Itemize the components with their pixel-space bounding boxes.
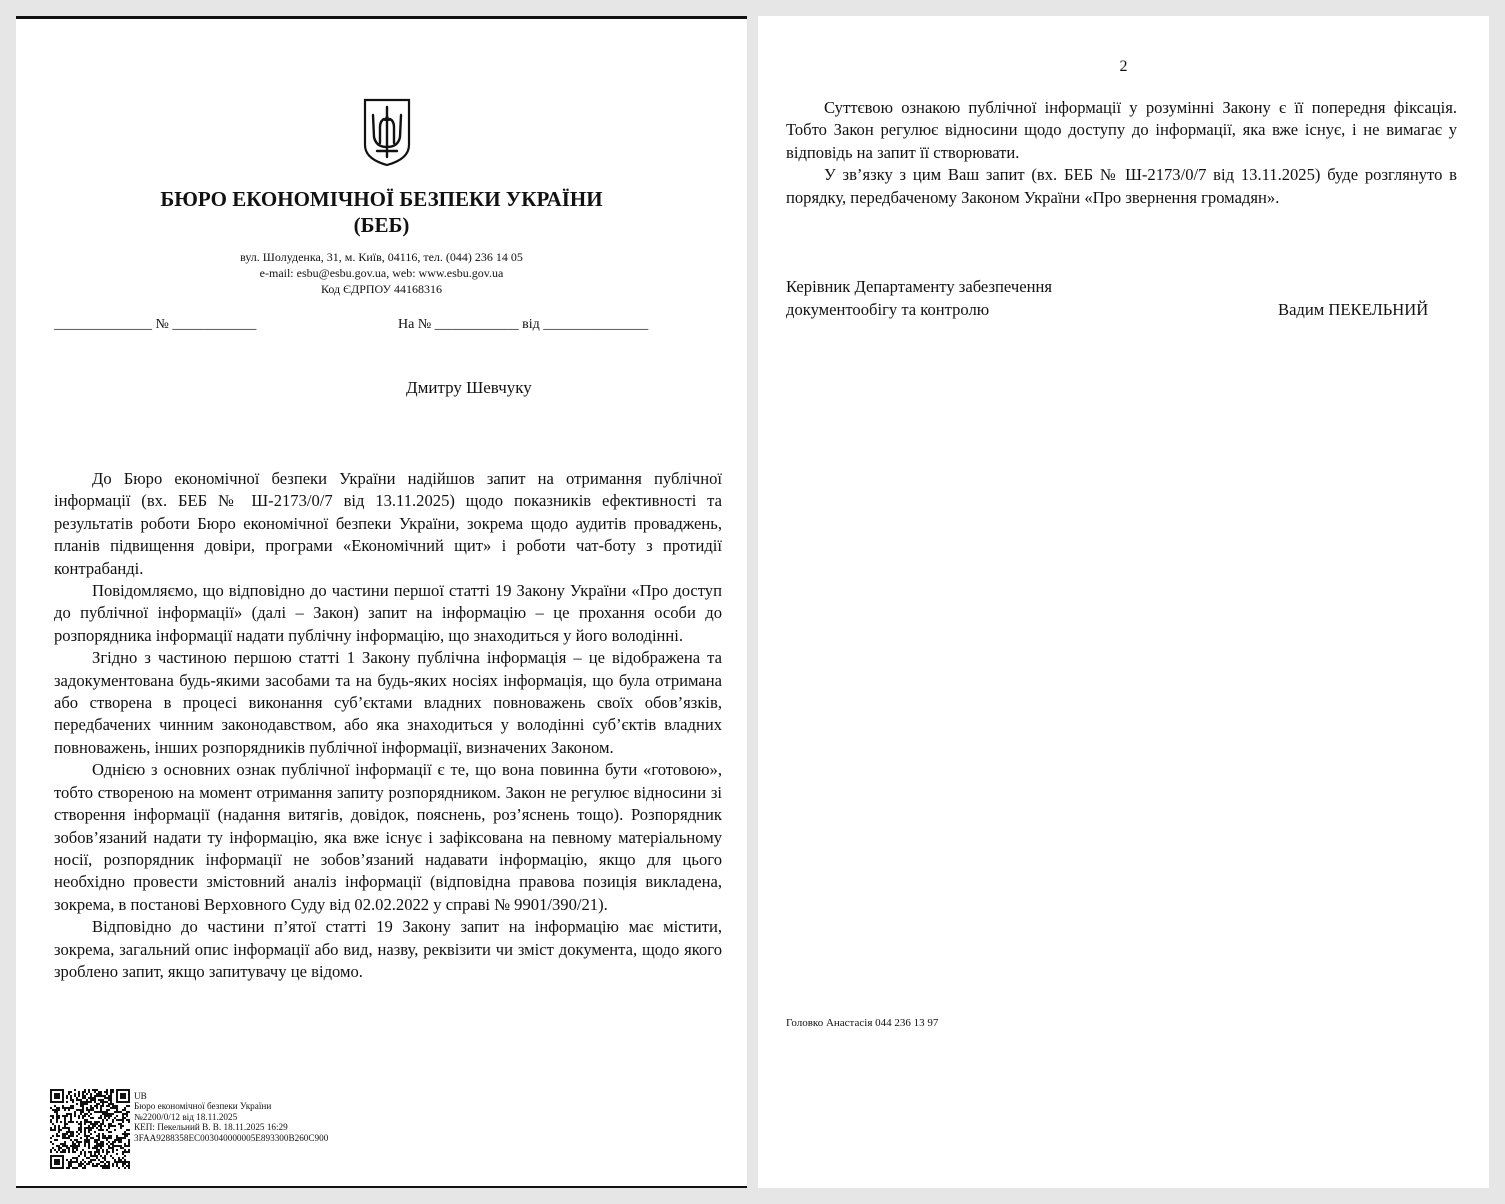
organization-code: Код ЄДРПОУ 44168316 [320, 282, 443, 296]
signatory-title [786, 275, 1052, 321]
paragraph: Повідомляємо, що відповідно до частини першої статті 19 Закону України «Про доступ до публічної інформації» (далі – Закон) запит на інформацію – це прохання особи до розпорядника інформації надати публічну інформацію, що знаходиться у його володінні. [54, 581, 722, 645]
executor-contact: Головко Анастасія 044 236 13 97 [786, 1017, 939, 1029]
organization-address: вул. Шолуденка, 31, м. Київ, 04116, тел. (044) 236 14 05 [240, 250, 523, 264]
signatory-name: Вадим ПЕКЕЛЬНИЙ [1278, 300, 1429, 319]
letter-page-2 [758, 16, 1489, 1188]
signatory-title-line: документообігу та контролю [786, 300, 990, 319]
incoming-reference-line: На № ____________ від _______________ [398, 317, 649, 332]
paragraph: До Бюро економічної безпеки України надійшов запит на отримання публічної інформації (вх. БЕБ № Ш-2173/0/7 від 13.11.2025) щодо показників ефективності та результатів роботи Бюро економічної безпеки України, зокрема щодо аудитів проваджень, планів підвищення довіри, програми «Економічний щит» і роботи чат-боту з протидії контрабанді. [54, 469, 722, 578]
stamp-details [134, 1091, 434, 1143]
paragraph: Суттєвою ознакою публічної інформації у розумінні Закону є її попередня фіксація. Тобто Закон регулює відносини щодо доступу до інформації, яка вже існує, і не вимагає у відповідь на запит її створювати. [786, 98, 1457, 162]
stamp-line: №2200/0/12 від 18.11.2025 [134, 1111, 238, 1122]
letter-body [54, 468, 722, 983]
organization-name: БЮРО ЕКОНОМІЧНОЇ БЕЗПЕКИ УКРАЇНИ [160, 187, 603, 211]
stamp-line: UB [134, 1091, 147, 1101]
organization-abbreviation: (БЕБ) [353, 213, 410, 237]
outgoing-number-line: ______________ № ____________ [54, 317, 257, 332]
qr-code-icon [50, 1089, 130, 1169]
stamp-line: КЕП: Пекельний В. В. 18.11.2025 16:29 [134, 1122, 288, 1133]
letter-body-continued [786, 97, 1457, 209]
organization-contacts: e-mail: esbu@esbu.gov.ua, web: www.esbu.gov.ua [259, 266, 504, 280]
paragraph: Згідно з частиною першою статті 1 Закону публічна інформація – це відображена та задокументована будь-якими засобами та на будь-яких носіях інформація, що була отримана або створена в процесі виконання суб’єктами владних повноважень своїх обов’язків, передбачених чинним законодавством, або яка знаходиться у володінні суб’єктів владних повноважень, інших розпорядників публічної інформації, визначених Законом. [54, 648, 722, 757]
stamp-line: Бюро економічної безпеки України [134, 1101, 272, 1112]
paragraph: У зв’язку з цим Ваш запит (вх. БЕБ № Ш-2173/0/7 від 13.11.2025) буде розглянуто в порядку, передбаченому Законом України «Про звернення громадян». [786, 165, 1457, 207]
signatory-title-line: Керівник Департаменту забезпечення [786, 277, 1052, 296]
trident-coat-of-arms-icon [362, 97, 412, 167]
paragraph: Відповідно до частини п’ятої статті 19 Закону запит на інформацію має містити, зокрема, загальний опис інформації або вид, назву, реквізити чи зміст документа, щодо якого зроблено запит, якщо запитувачу це відомо. [54, 917, 722, 981]
addressee: Дмитру Шевчуку [406, 378, 532, 397]
letter-page-1 [16, 16, 747, 1188]
page-number: 2 [1119, 58, 1128, 75]
stamp-line: 3FAA9288358EC003040000005E893300B260C900 [134, 1132, 329, 1143]
paragraph: Однією з основних ознак публічної інформації є те, що вона повинна бути «готовою», тобто створеною на момент отримання запиту розпорядником. Закон не регулює відносини зі створення інформації (надання витягів, довідок, пояснень, роз’яснень тощо). Розпорядник зобов’язаний надати ту інформацію, яка вже існує і зафіксована на певному матеріальному носії, розпорядник інформації не зобов’язаний надавати інформацію, якщо для цього необхідно провести змістовний аналіз інформації (відповідна правова позиція викладена, зокрема, в постанові Верховного Суду від 02.02.2022 у справі № 9901/390/21). [54, 760, 722, 914]
